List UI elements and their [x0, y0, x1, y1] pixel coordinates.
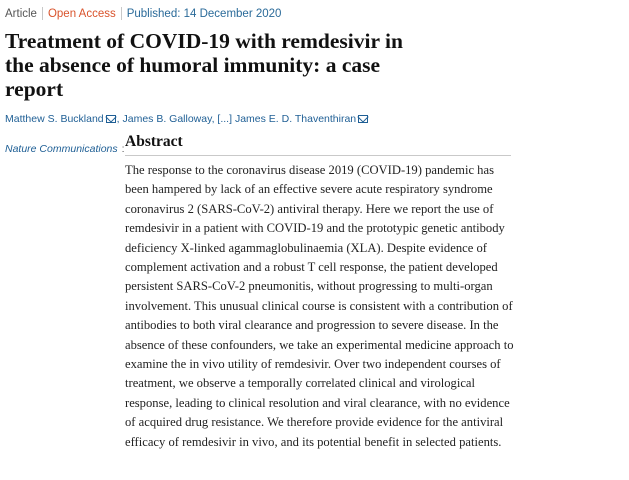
author-link-second[interactable]: James B. Galloway,	[122, 113, 215, 125]
meta-divider	[121, 7, 122, 20]
journal-link[interactable]: Nature Communications	[5, 143, 118, 155]
mail-icon[interactable]	[106, 115, 116, 123]
author-link-last[interactable]: James E. D. Thaventhiran	[234, 113, 357, 125]
abstract-heading: Abstract	[125, 133, 183, 150]
article-type: Article	[5, 8, 37, 20]
published-date: Published: 14 December 2020	[126, 8, 282, 20]
author-list: Matthew S. Buckland , James B. Galloway, [...] James E. D. Thaventhiran	[5, 112, 369, 126]
show-all-authors-button[interactable]: [...]	[217, 113, 233, 125]
meta-divider	[42, 7, 43, 20]
abstract-divider	[125, 155, 511, 156]
article-title: Treatment of COVID-19 with remdesivir in the absence of humoral immunity: a case report	[5, 29, 403, 101]
author-link-first[interactable]: Matthew S. Buckland	[5, 113, 104, 125]
abstract-text: The response to the coronavirus disease 2019 (COVID-19) pandemic has been hampered by lack of an effective severe acute respiratory syndrome coronavirus 2 (SARS-CoV-2) antiviral therapy. Here we report the use of remdesivir in a patient with COVID-19 and the prototypic genetic antibody deficiency X-linked agammaglobulinaemia (XLA). Despite evidence of complement activation and a robust T cell response, the patient developed persistent SARS-CoV-2 pneumonitis, without progressing to multi-organ involvement. This unusual clinical course is consistent with a contribution of antibodies to both viral clearance and progression to severe disease. In the absence of these confounders, we take an experimental medicine approach to examine the in vivo utility of remdesivir. Over two independent courses of treatment, we observe a temporally correlated clinical and virological response, leading to clinical resolution and viral clearance, with no evidence of acquired drug resistance. We therefore provide evidence for the antiviral efficacy of remdesivir in vivo, and its potential benefit in selected patients.	[125, 163, 514, 449]
open-access-badge[interactable]: Open Access	[47, 8, 116, 20]
journal-line	[5, 143, 125, 155]
article-meta	[5, 7, 281, 21]
journal-colon: :	[121, 143, 125, 155]
mail-icon[interactable]	[358, 115, 368, 123]
